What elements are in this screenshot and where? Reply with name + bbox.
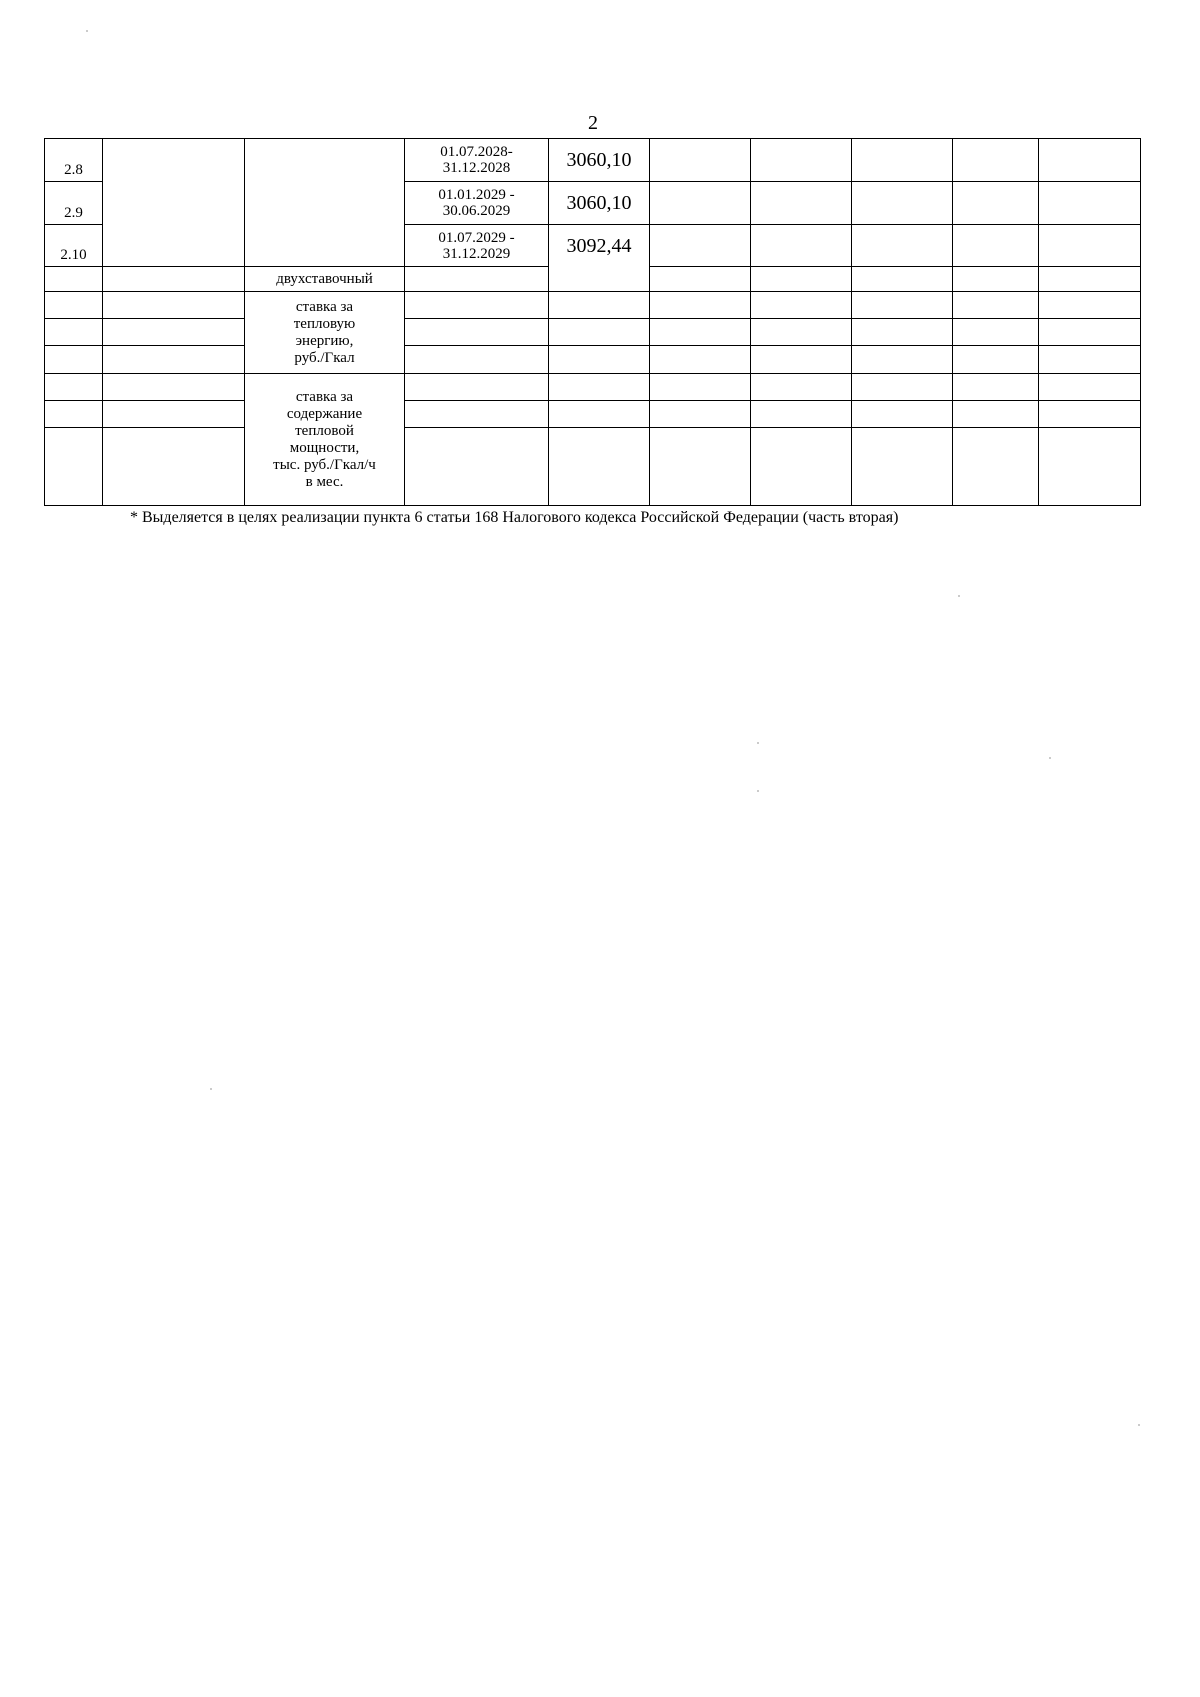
tariff-value: 3092,44 bbox=[566, 235, 632, 257]
period: 01.07.2028- 31.12.2028 bbox=[440, 144, 513, 176]
footnote: * Выделяется в целях реализации пункта 6 статьи 168 Налогового кодекса Российской Федерации (часть вторая) bbox=[130, 509, 899, 526]
row-number: 2.8 bbox=[64, 162, 83, 178]
tariff-table bbox=[44, 138, 1141, 506]
page-number: 2 bbox=[588, 112, 598, 134]
tariff-value: 3060,10 bbox=[566, 192, 632, 214]
heat-energy-rate-label: ставка за тепловую энергию, руб./Гкал bbox=[293, 298, 356, 366]
period: 01.07.2029 - 31.12.2029 bbox=[438, 229, 515, 262]
row-number: 2.9 bbox=[64, 205, 83, 221]
tariff-value: 3060,10 bbox=[566, 149, 632, 171]
two-rate-label: двухставочный bbox=[276, 270, 373, 287]
row-number: 2.10 bbox=[60, 247, 87, 263]
capacity-rate-label: ставка за содержание тепловой мощности, тыс. руб./Гкал/ч в мес. bbox=[273, 388, 376, 490]
period: 01.01.2029 - 30.06.2029 bbox=[438, 187, 515, 219]
